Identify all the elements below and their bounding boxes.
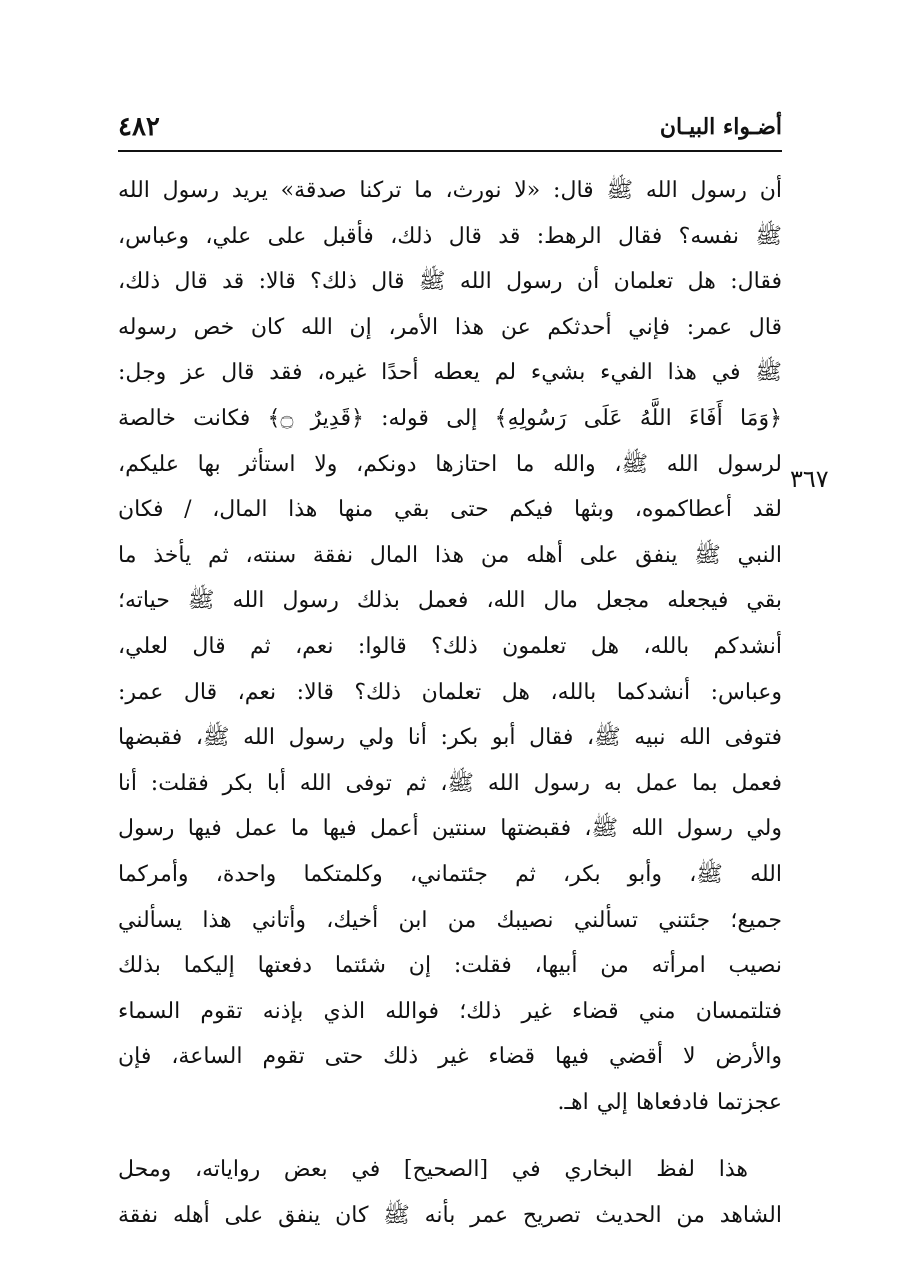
- text-line: جميع؛ جئتني تسألني نصيبك من ابن أخيك، وأتاني هذا يسألني: [118, 907, 782, 933]
- text-line: فعمل بما عمل به رسول الله ﷺ، ثم توفى الله أبا بكر فقلت: أنا: [118, 770, 782, 796]
- page-header: [118, 108, 782, 152]
- text-line: لرسول الله ﷺ، والله ما احتازها دونكم، ولا استأثر بها عليكم،: [118, 451, 782, 477]
- margin-reference-number: ٣٦٧: [790, 465, 829, 493]
- text-line: ﷺ نفسه؟ فقال الرهط: قد قال ذلك، فأقبل على علي، وعباس،: [118, 223, 782, 249]
- text-line: ولي رسول الله ﷺ، فقبضتها سنتين أعمل فيها ما عمل فيها رسول: [118, 816, 782, 842]
- text-line: وعباس: أنشدكما بالله، هل تعلمان ذلك؟ قالا: نعم، قال عمر:: [118, 679, 782, 705]
- text-line: فتوفى الله نبيه ﷺ، فقال أبو بكر: أنا ولي رسول الله ﷺ، فقبضها: [118, 725, 782, 751]
- text-line: هذا لفظ البخاري في [الصحيح] في بعض رواياته، ومحل: [118, 1157, 748, 1183]
- text-line: أنشدكم بالله، هل تعلمون ذلك؟ قالوا: نعم، ثم قال لعلي،: [118, 633, 782, 659]
- text-line: بقي فيجعله مجعل مال الله، فعمل بذلك رسول الله ﷺ حياته؛: [118, 588, 782, 614]
- text-line: نصيب امرأته من أبيها، فقلت: إن شئتما دفعتها إليكما بذلك: [118, 953, 782, 979]
- text-line: ﷺ في هذا الفيء بشيء لم يعطه أحدًا غيره، فقد قال عز وجل:: [118, 360, 782, 386]
- paragraph-1: [118, 168, 782, 1125]
- text-line: الشاهد من الحديث تصريح عمر بأنه ﷺ كان ينفق على أهله نفقة: [118, 1203, 782, 1229]
- text-line: عجزتما فادفعاها إلي اهـ.: [557, 1089, 782, 1115]
- text-line: الله ﷺ، وأبو بكر، ثم جئتماني، وكلمتكما واحدة، وأمركما: [118, 861, 782, 887]
- text-line: أن رسول الله ﷺ قال: «لا نورث، ما تركنا صدقة» يريد رسول الله: [118, 178, 782, 203]
- text-line: قال عمر: فإني أحدثكم عن هذا الأمر، إن الله كان خص رسوله: [118, 314, 782, 340]
- paragraph-gap: [118, 1125, 782, 1147]
- text-line: فتلتمسان مني قضاء غير ذلك؛ فوالله الذي بإذنه تقوم السماء: [118, 998, 782, 1024]
- text-line: والأرض لا أقضي فيها قضاء غير ذلك حتى تقوم الساعة، فإن: [118, 1044, 782, 1070]
- running-title: أضـواء البيـان: [659, 114, 782, 140]
- paragraph-2: [118, 1147, 782, 1238]
- text-line: فقال: هل تعلمان أن رسول الله ﷺ قال ذلك؟ قالا: قد قال ذلك،: [118, 269, 782, 295]
- page-number: ٤٨٢: [118, 112, 160, 142]
- text-line: لقد أعطاكموه، وبثها فيكم حتى بقي منها هذا المال، / فكان: [118, 497, 782, 523]
- quran-quote-line: ﴿وَمَا أَفَاءَ اللَّهُ عَلَى رَسُولِهِ﴾ إلى قوله: ﴿قَدِيرٌ ۝﴾ فكانت خالصة: [118, 405, 782, 431]
- main-text: [118, 168, 782, 1239]
- text-line: النبي ﷺ ينفق على أهله من هذا المال نفقة سنته، ثم يأخذ ما: [118, 542, 782, 568]
